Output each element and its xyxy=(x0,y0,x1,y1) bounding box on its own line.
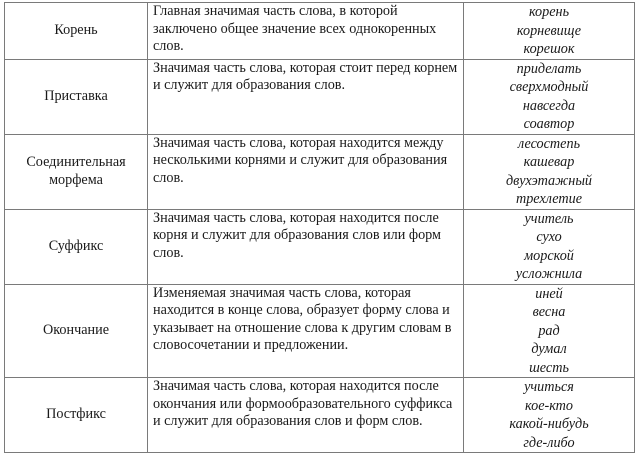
term-cell xyxy=(5,3,148,60)
table-row-ending xyxy=(5,284,635,378)
definition-cell: Значимая часть слова, которая находится между несколькими корнями и служит для образования слов. xyxy=(148,134,464,209)
term-label: Соединительная xyxy=(26,154,126,170)
examples-cell xyxy=(464,134,635,209)
term-cell xyxy=(5,134,148,209)
example-word: где-либо xyxy=(523,434,575,451)
example-word: трехлетие xyxy=(515,191,583,207)
example-word: учиться xyxy=(524,379,574,395)
table-row-suffix xyxy=(5,209,635,284)
term-cell xyxy=(5,284,148,378)
table-row-root xyxy=(5,3,635,60)
table-row-prefix xyxy=(5,59,635,134)
example-word: рад xyxy=(538,322,560,339)
example-word: кашевар xyxy=(523,154,575,170)
examples-cell xyxy=(464,209,635,284)
example-word: иней xyxy=(535,285,563,302)
example-word: соавтор xyxy=(523,116,575,132)
definition-cell: Значимая часть слова, которая стоит перед корнем и служит для образования слов. xyxy=(148,59,464,134)
definition-cell: Значимая часть слова, которая находится после корня и служит для образования слов или форм слов. xyxy=(148,209,464,284)
example-word: учитель xyxy=(524,210,574,227)
morpheme-table xyxy=(4,2,635,453)
examples-cell xyxy=(464,3,635,60)
example-word: лесостепь xyxy=(517,135,581,152)
example-word: навсегда xyxy=(522,97,576,114)
example-word: шесть xyxy=(529,359,569,376)
term-cell xyxy=(5,209,148,284)
definition-cell: Главная значимая часть слова, в которой заключено общее значение всех однокоренных слов. xyxy=(148,3,464,60)
example-word: кое-кто xyxy=(525,397,573,414)
term-cell xyxy=(5,378,148,453)
table-row-postfix xyxy=(5,378,635,453)
examples-cell xyxy=(464,378,635,453)
term-label: Приставка xyxy=(44,87,108,104)
example-word: приделать xyxy=(516,60,582,77)
example-word: весна xyxy=(532,304,566,320)
term-label: Корень xyxy=(54,22,98,38)
term-cell xyxy=(5,59,148,134)
examples-cell xyxy=(464,59,635,134)
example-word: двухэтажный xyxy=(505,172,593,189)
table-row-connecting-morpheme xyxy=(5,134,635,209)
definition-cell: Изменяемая значимая часть слова, которая находится в конце слова, образует форму слова и указывает на отношение слова к другим словам в словосочетании и предложении. xyxy=(148,284,464,378)
example-word: усложнила xyxy=(515,266,583,282)
examples-cell xyxy=(464,284,635,378)
term-label: Постфикс xyxy=(46,406,106,423)
example-word: сухо xyxy=(536,229,562,245)
definition-cell: Значимая часть слова, которая находится после окончания или формообразовательного суффикса и служит для образования слов и форм слов. xyxy=(148,378,464,453)
example-word: морской xyxy=(524,247,574,264)
example-word: корешок xyxy=(523,41,575,57)
example-word: думал xyxy=(531,341,567,357)
example-word: корневище xyxy=(516,22,582,39)
example-word: сверхмодный xyxy=(509,79,589,95)
term-label: морфема xyxy=(49,171,103,188)
example-word: корень xyxy=(528,4,570,20)
term-label: Суффикс xyxy=(48,237,104,254)
example-word: какой-нибудь xyxy=(509,416,589,432)
term-label: Окончание xyxy=(42,322,110,338)
